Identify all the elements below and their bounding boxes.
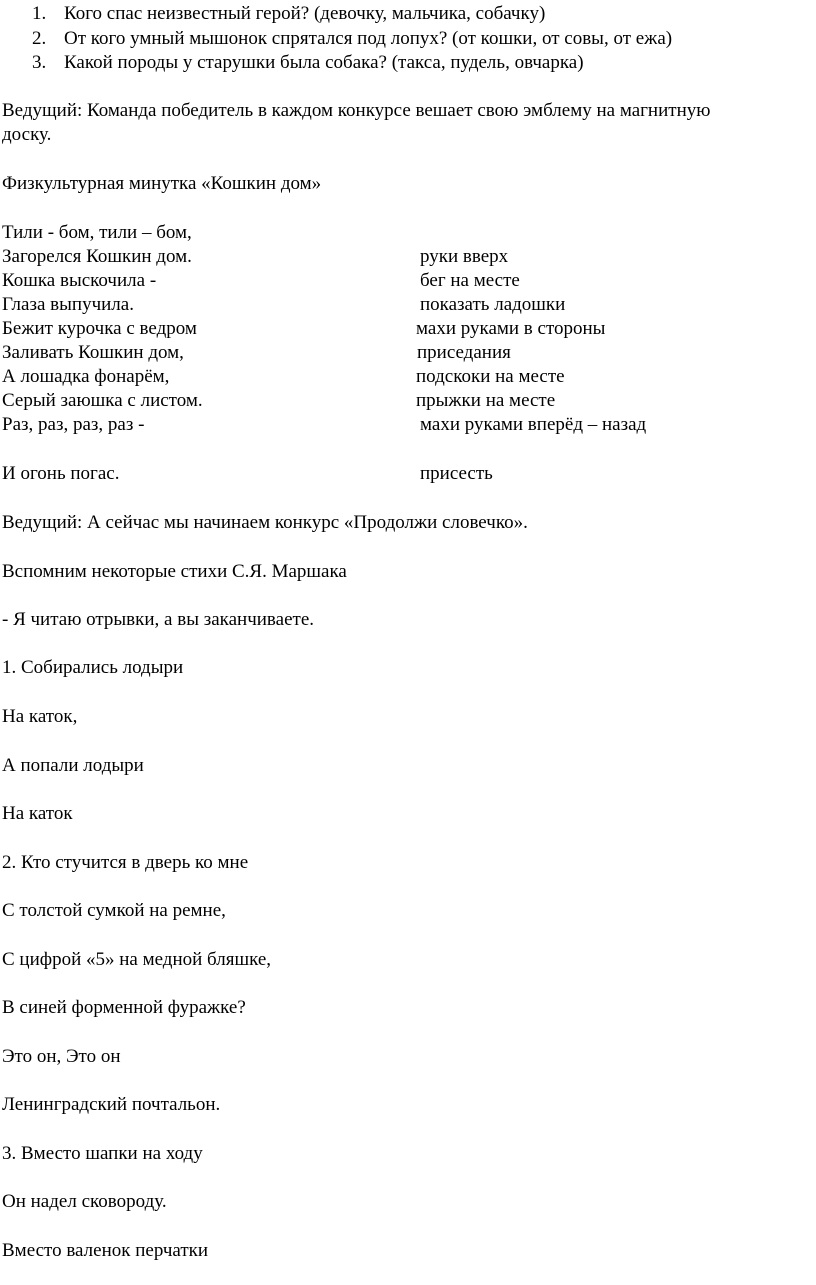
host-contest-line: Ведущий: А сейчас мы начинаем конкурс «Продолжи словечко». <box>2 512 528 533</box>
exercise-row <box>2 462 493 486</box>
question-text: Кого спас неизвестный герой? (девочку, мальчика, собачку) <box>64 3 546 24</box>
poem-line: Вместо валенок перчатки <box>2 1240 209 1261</box>
poem-line: Ленинградский почтальон. <box>2 1094 221 1115</box>
poem-line: 2. Кто стучится в дверь ко мне <box>2 852 249 873</box>
poem-line: С цифрой «5» на медной бляшке, <box>2 949 272 970</box>
poem-line: В синей форменной фуражке? <box>2 997 246 1018</box>
exercise-action: подскоки на месте <box>416 366 565 387</box>
exercise-verse: Глаза выпучила. <box>2 294 134 315</box>
host-intro-line: Ведущий: Команда победитель в каждом конкурсе вешает свою эмблему на магнитную <box>2 100 711 121</box>
exercise-verse: А лошадка фонарём, <box>2 366 170 387</box>
exercise-action: руки вверх <box>420 246 509 267</box>
exercise-title: Физкультурная минутка «Кошкин дом» <box>2 173 322 194</box>
exercise-row <box>2 293 566 317</box>
exercise-verse: Тили - бом, тили – бом, <box>2 222 192 243</box>
exercise-verse: Бежит курочка с ведром <box>2 318 197 339</box>
question-text: Какой породы у старушки была собака? (такса, пудель, овчарка) <box>64 52 584 73</box>
exercise-action: присесть <box>420 463 493 484</box>
exercise-action: махи руками в стороны <box>416 318 606 339</box>
exercise-verse: И огонь погас. <box>2 463 120 484</box>
exercise-row <box>2 317 606 341</box>
exercise-action: показать ладошки <box>420 294 566 315</box>
question-number: 3. <box>32 52 47 73</box>
poem-line: С толстой сумкой на ремне, <box>2 900 226 921</box>
exercise-row <box>2 413 647 437</box>
poem-line: А попали лодыри <box>2 755 144 776</box>
exercise-row <box>2 245 509 269</box>
exercise-row <box>2 365 565 389</box>
remember-line: Вспомним некоторые стихи С.Я. Маршака <box>2 561 347 582</box>
exercise-action: бег на месте <box>420 270 520 291</box>
exercise-action: приседания <box>417 342 511 363</box>
poem-line: Он надел сковороду. <box>2 1191 167 1212</box>
exercise-verse: Заливать Кошкин дом, <box>2 342 184 363</box>
poem-line: 3. Вместо шапки на ходу <box>2 1143 203 1164</box>
question-number: 2. <box>32 28 47 49</box>
instruction-line: - Я читаю отрывки, а вы заканчиваете. <box>2 609 315 630</box>
exercise-action: махи руками вперёд – назад <box>420 414 647 435</box>
exercise-verse: Раз, раз, раз, раз - <box>2 414 145 435</box>
exercise-row <box>2 269 520 293</box>
host-intro-line: доску. <box>2 124 52 145</box>
exercise-row <box>2 221 192 245</box>
exercise-verse: Кошка выскочила - <box>2 270 157 291</box>
exercise-row <box>2 389 556 413</box>
poem-line: Это он, Это он <box>2 1046 121 1067</box>
poem-line: На каток <box>2 803 73 824</box>
poem-line: 1. Собирались лодыри <box>2 657 184 678</box>
question-number: 1. <box>32 3 47 24</box>
exercise-row <box>2 341 511 365</box>
exercise-verse: Серый заюшка с листом. <box>2 390 203 411</box>
question-text: От кого умный мышонок спрятался под лопух? (от кошки, от совы, от ежа) <box>64 28 673 49</box>
exercise-verse: Загорелся Кошкин дом. <box>2 246 192 267</box>
exercise-action: прыжки на месте <box>416 390 556 411</box>
poem-line: На каток, <box>2 706 78 727</box>
